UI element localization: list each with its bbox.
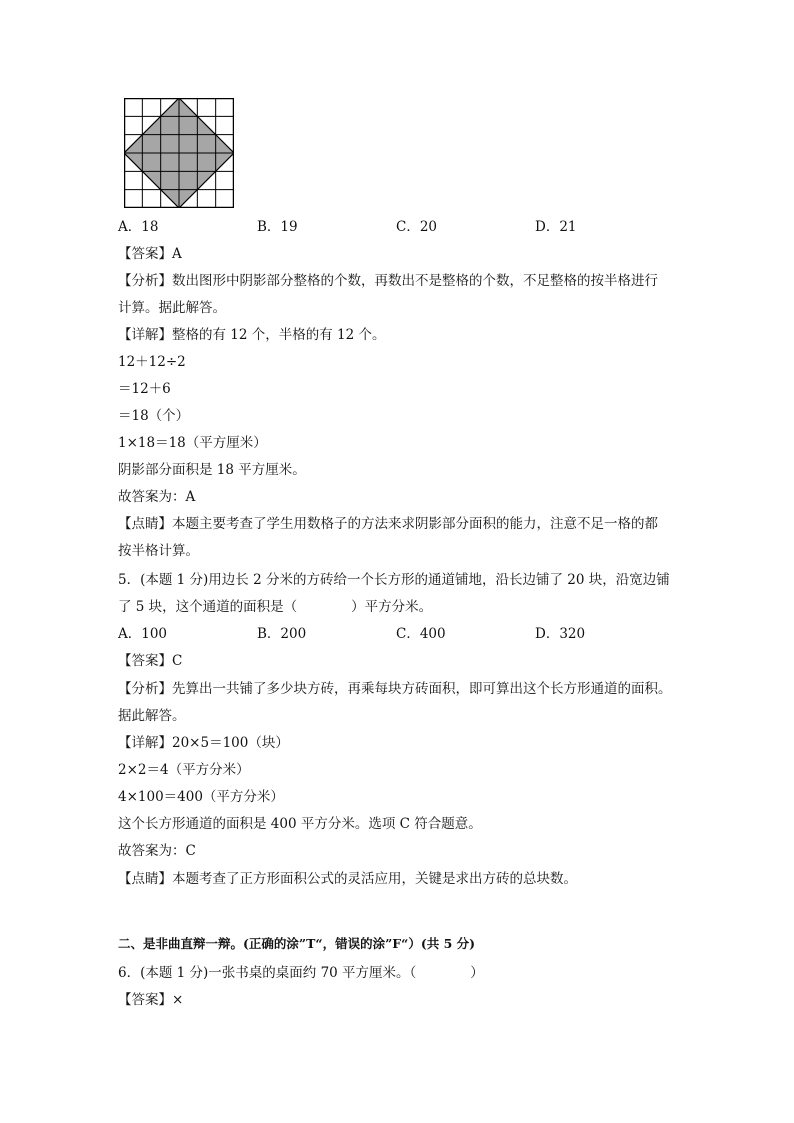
q4-analysis-line-1: 【分析】数出图形中阴影部分整格的个数，再数出不是整格的个数，不足整格的按半格进行: [118, 273, 658, 289]
q4-detail-line-7: 故答案为：A: [118, 489, 196, 505]
grid-figure: [124, 98, 234, 208]
q5-analysis-line-1: 【分析】先算出一共铺了多少块方砖，再乘每块方砖面积，即可算出这个长方形通道的面积。: [118, 681, 672, 697]
q4-option-d: D．21: [535, 219, 577, 235]
grid-lines: [124, 98, 234, 208]
q5-analysis-line-2: 据此解答。: [118, 708, 186, 724]
q4-answer: 【答案】A: [118, 246, 182, 262]
q4-option-b: B．19: [257, 219, 298, 235]
q5-stem-line-2: 了 5 块，这个通道的面积是（ ）平方分米。: [118, 599, 433, 615]
q4-comment-line-1: 【点睛】本题主要考查了学生用数格子的方法来求阴影部分面积的能力，注意不足一格的都: [118, 516, 658, 532]
q4-detail-line-4: ＝18（个）: [118, 408, 190, 424]
q6-answer: 【答案】×: [118, 992, 184, 1008]
q5-detail-line-2: 2×2＝4（平方分米）: [118, 762, 250, 778]
section-2-heading: 二、是非曲直辩一辩。(正确的涂”T“，错误的涂”F“）(共 5 分): [118, 936, 476, 951]
q5-detail-line-1: 【详解】20×5＝100（块）: [118, 735, 289, 751]
q5-option-a: A．100: [118, 626, 168, 642]
q5-comment-line-1: 【点睛】本题考查了正方形面积公式的灵活应用，关键是求出方砖的总块数。: [118, 871, 577, 887]
q4-analysis-line-2: 计算。据此解答。: [118, 300, 226, 316]
q4-option-a: A．18: [118, 219, 159, 235]
q4-detail-line-5: 1×18＝18（平方厘米）: [118, 435, 267, 451]
q4-option-c: C．20: [396, 219, 438, 235]
q4-detail-line-2: 12＋12÷2: [118, 354, 186, 370]
q6-stem: 6．(本题 1 分)一张书桌的桌面约 70 平方厘米。（ ）: [118, 965, 484, 981]
q5-detail-line-4: 这个长方形通道的面积是 400 平方分米。选项 C 符合题意。: [118, 816, 482, 832]
q5-option-b: B．200: [257, 626, 307, 642]
q5-answer: 【答案】C: [118, 653, 183, 669]
q5-detail-line-3: 4×100＝400（平方分米）: [118, 789, 284, 805]
q5-stem-line-1: 5．(本题 1 分)用边长 2 分米的方砖给一个长方形的通道铺地，沿长边铺了 20 块，沿宽边铺: [118, 572, 670, 588]
q5-option-d: D．320: [535, 626, 586, 642]
q5-detail-line-5: 故答案为：C: [118, 843, 196, 859]
q4-detail-line-1: 【详解】整格的有 12 个，半格的有 12 个。: [118, 327, 386, 343]
q4-detail-line-6: 阴影部分面积是 18 平方厘米。: [118, 462, 306, 478]
q4-comment-line-2: 按半格计算。: [118, 543, 199, 559]
q4-detail-line-3: ＝12＋6: [118, 381, 171, 397]
q5-option-c: C．400: [396, 626, 446, 642]
